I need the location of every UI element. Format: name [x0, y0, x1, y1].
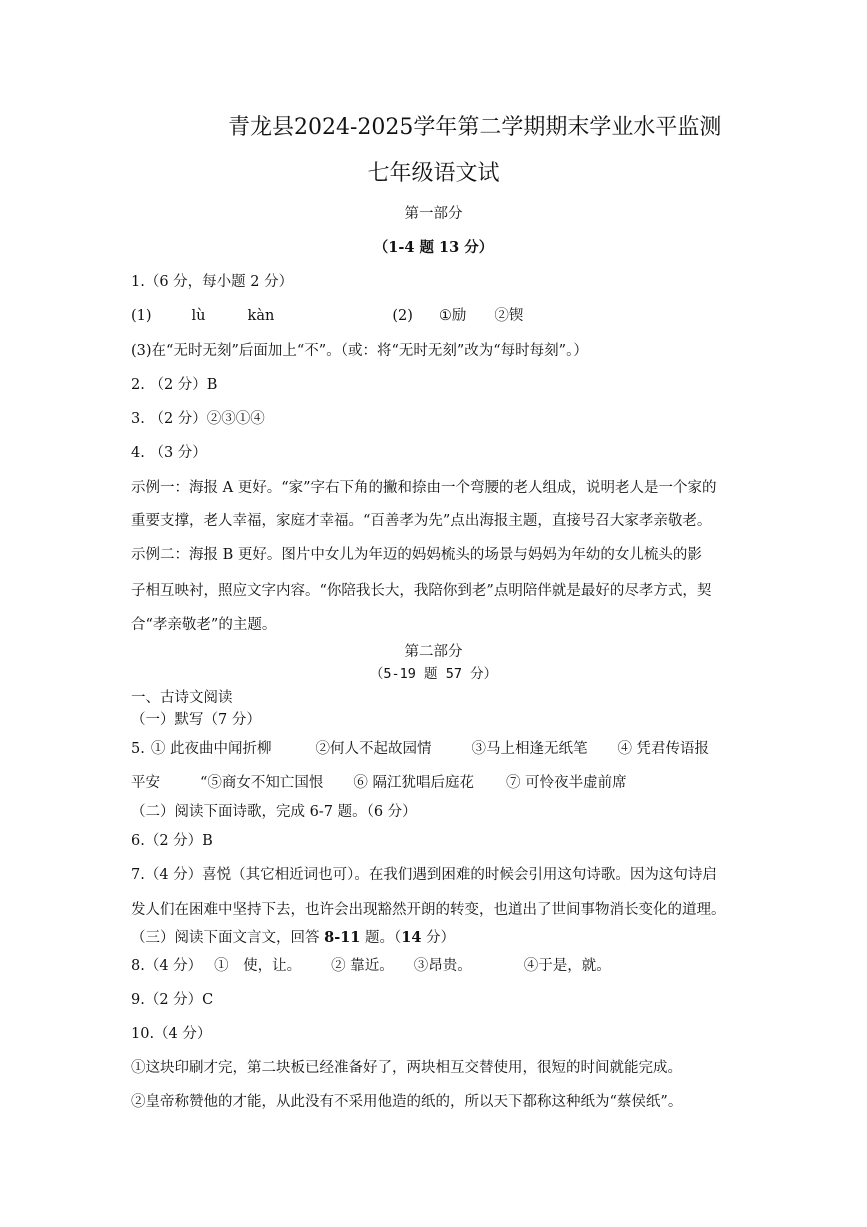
q1-1-answer-a: lù [191, 308, 206, 324]
q9-answer: 9.（2 分）C [131, 992, 214, 1008]
subsection3-text-e: 分） [421, 930, 456, 946]
part2-heading: 第二部分 [404, 644, 463, 660]
q7-line2: 发人们在困难中坚持下去，也许会出现豁然开朗的转变，也道出了世间事物消长变化的道理。 [131, 902, 726, 918]
section1-heading: 一、古诗文阅读 [131, 690, 233, 706]
q1-row [131, 306, 523, 326]
subsection3-score: 14 [401, 929, 422, 946]
q7-line1: 7.（4 分）喜悦（其它相近词也可）。在我们遇到困难的时候会引用这句诗歌。因为这句诗启 [131, 867, 717, 883]
q8-answer-3: ③昂贵。 [413, 958, 472, 974]
q5-answer-6: ⑥ 隔江犹唱后庭花 [353, 775, 475, 791]
q4-example1-line1: 示例一：海报 A 更好。“家”字右下角的撇和捺由一个弯腰的老人组成，说明老人是一个家的 [131, 480, 717, 496]
q1-1-number: (1) [131, 308, 152, 324]
q5-answer-7: ⑦ 可怜夜半虚前席 [506, 775, 627, 791]
q4-heading: 4. （3 分） [131, 445, 207, 461]
subsection3-text-a: （三）阅读下面文言文，回答 [131, 930, 325, 946]
q3-answer: 3. （2 分）②③①④ [131, 411, 265, 427]
q1-heading: 1.（6 分，每小题 2 分） [131, 274, 294, 290]
q8-answer-1: ① 使，让。 [214, 958, 302, 974]
q10-heading: 10.（4 分） [131, 1026, 212, 1042]
q4-example2-line1: 示例二：海报 B 更好。图片中女儿为年迈的妈妈梳头的场景与妈妈为年幼的女儿梳头的影 [131, 547, 702, 563]
q8-row [131, 956, 611, 976]
q1-2-number: (2) [392, 308, 413, 324]
q5-answer-1: ① 此夜曲中闻折柳 [150, 741, 272, 757]
q4-example2-line3: 合“孝亲敬老”的主题。 [131, 617, 277, 633]
q1-1-answer-b: kàn [247, 308, 275, 324]
q6-answer: 6.（2 分）B [131, 833, 213, 849]
subsection3-range: 8-11 [324, 929, 361, 946]
subsection1-heading: （一）默写（7 分） [131, 712, 261, 728]
subsection2-heading: （二）阅读下面诗歌，完成 6-7 题。（6 分） [131, 804, 417, 820]
q2-answer: 2. （2 分）B [131, 377, 218, 393]
part1-heading: 第一部分 [404, 206, 463, 222]
q8-answer-2: ② 靠近。 [331, 958, 394, 974]
subsection3-text-c: 题。（ [360, 930, 402, 946]
q10-answer-1: ①这块印刷才完，第二块板已经准备好了，两块相互交替使用，很短的时间就能完成。 [131, 1060, 682, 1076]
q4-example1-line2: 重要支撑，老人幸福，家庭才幸福。“百善孝为先”点出海报主题，直接号召大家孝亲敬老。 [131, 513, 712, 529]
part1-range: （1-4 题 13 分） [373, 239, 494, 256]
document-title: 青龙县2024-2025学年第二学期期末学业水平监测 [228, 115, 722, 140]
q5-answer-4-end: 平安 [131, 775, 160, 791]
q5-answer-2: ②何人不起故园情 [315, 741, 432, 757]
q5-answer-3: ③马上相逢无纸笔 [471, 741, 588, 757]
part2-range: （5-19 题 57 分） [369, 666, 498, 682]
q1-2-answer-b: ②锲 [494, 308, 524, 324]
q5-answer-4: ④ 凭君传语报 [617, 741, 710, 757]
q10-answer-2: ②皇帝称赞他的才能，从此没有不采用他造的纸的，所以天下都称这种纸为“蔡侯纸”。 [131, 1094, 683, 1110]
q5-row1 [131, 739, 709, 759]
q5-number: 5. [131, 741, 145, 757]
q1-2-answer-a: ①励 [438, 308, 467, 324]
subsection3-heading [131, 928, 455, 948]
q8-heading: 8.（4 分） [131, 958, 203, 974]
q1-3-answer: (3)在“无时无刻”后面加上“不”。（或：将“无时无刻”改为“每时每刻”。） [131, 343, 588, 359]
q5-row2 [131, 773, 627, 793]
q5-answer-5: “⑤商女不知亡国恨 [200, 775, 324, 791]
q4-example2-line2: 子相互映衬，照应文字内容。“你陪我长大，我陪你到老”点明陪伴就是最好的尽孝方式，契 [131, 583, 712, 599]
q8-answer-4: ④于是，就。 [523, 958, 611, 974]
document-subtitle: 七年级语文试 [367, 161, 500, 186]
